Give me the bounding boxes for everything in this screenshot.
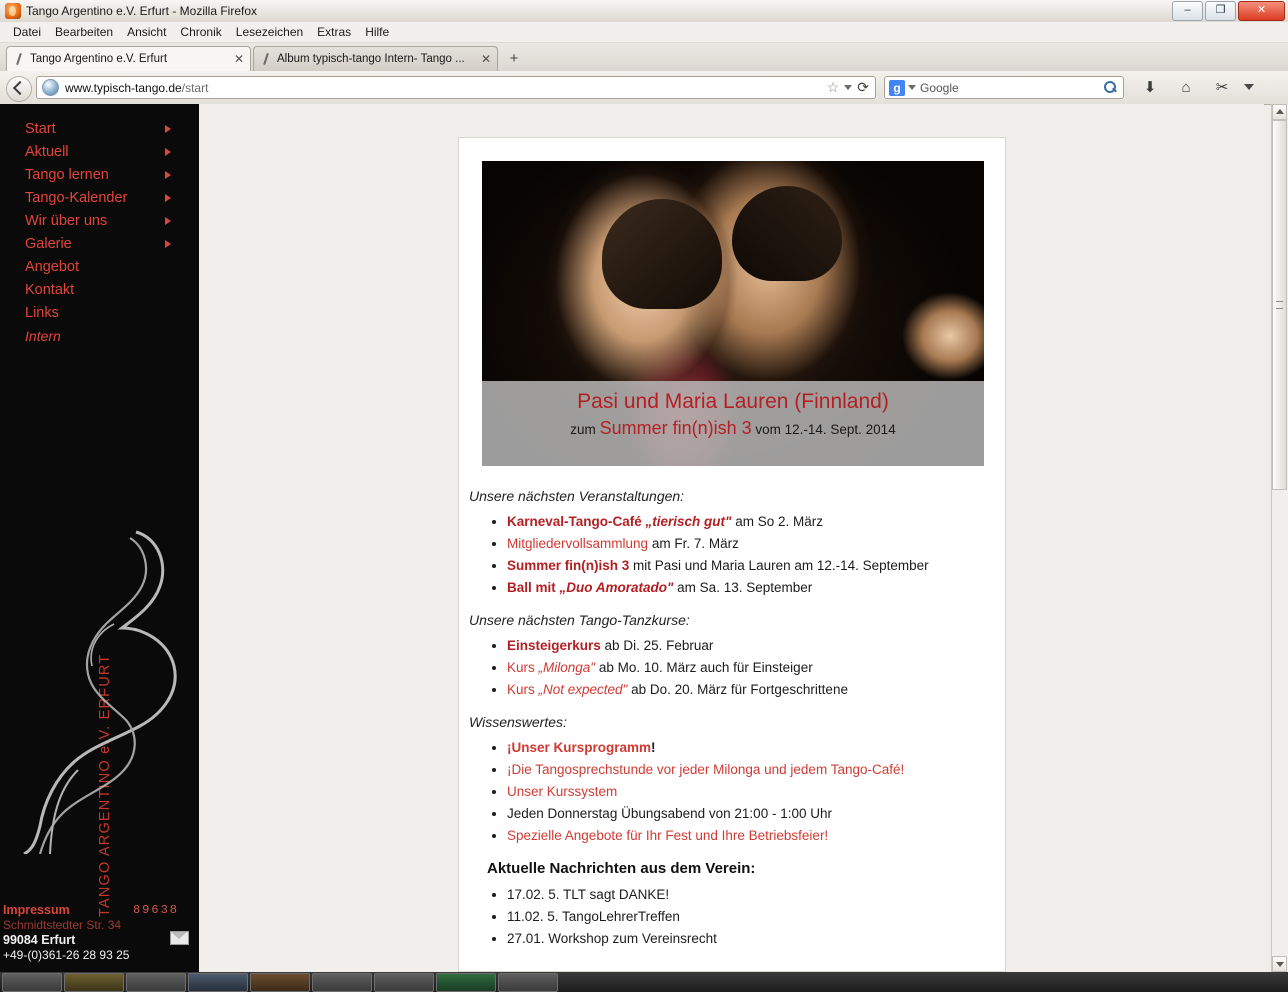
menu-bearbeiten[interactable]: Bearbeiten <box>55 25 114 39</box>
sidebar-item-label: Intern <box>25 328 61 344</box>
list-item[interactable] <box>507 578 997 598</box>
taskbar-item[interactable] <box>436 973 496 992</box>
toolbar-overflow-icon[interactable] <box>1244 84 1254 90</box>
list-item[interactable] <box>507 907 997 927</box>
mail-icon[interactable] <box>170 931 189 945</box>
event-title: Ball mit <box>507 580 560 595</box>
event-title: Summer fin(n)ish 3 <box>507 558 630 573</box>
footer-street: Schmidtstedter Str. 34 <box>3 918 122 932</box>
tab-close-icon[interactable]: ✕ <box>233 52 244 66</box>
url-bar[interactable] <box>36 76 876 99</box>
list-item[interactable] <box>507 782 997 802</box>
url-bar-actions <box>827 79 875 96</box>
knowledge-list <box>469 738 997 846</box>
news-text: 27.01. Workshop zum Vereinsrecht <box>507 931 717 946</box>
downloads-icon[interactable]: ⬇ <box>1143 79 1157 96</box>
list-item[interactable] <box>507 556 997 576</box>
sidebar-item-start[interactable] <box>0 118 199 140</box>
page-content <box>469 488 997 963</box>
search-input[interactable]: Google <box>920 80 959 95</box>
event-title-quoted: „tierisch gut" <box>645 514 732 529</box>
news-list <box>469 885 997 949</box>
sidebar-item-label: Tango lernen <box>25 167 109 183</box>
list-item[interactable] <box>507 658 997 678</box>
hero-caption <box>482 381 984 466</box>
sidebar-item-label: Wir über uns <box>25 213 108 229</box>
course-link-quoted[interactable]: „Not expected" <box>538 682 628 697</box>
impressum-link[interactable]: Impressum <box>3 903 70 917</box>
page-viewport <box>0 104 1264 972</box>
knowledge-rest: ! <box>651 740 656 755</box>
sidebar-item-label: Start <box>25 121 56 137</box>
event-title-quoted: „Duo Amoratado" <box>559 580 674 595</box>
url-path: /start <box>181 80 209 95</box>
list-item[interactable] <box>507 760 997 780</box>
chevron-right-icon <box>165 125 171 133</box>
sidebar-item-tango-lernen[interactable] <box>0 164 199 186</box>
event-rest: mit Pasi und Maria Lauren am 12.-14. September <box>629 558 929 573</box>
news-text: 11.02. 5. TangoLehrerTreffen <box>507 909 680 924</box>
vertical-scrollbar[interactable] <box>1271 104 1288 972</box>
knowledge-heading: Wissenswertes: <box>469 714 567 730</box>
knowledge-link[interactable]: ¡Unser Kursprogramm <box>507 740 652 755</box>
search-bar[interactable] <box>884 76 1124 99</box>
events-heading: Unsere nächsten Veranstaltungen: <box>469 488 685 504</box>
hero-title: Pasi und Maria Lauren (Finnland) <box>577 390 889 413</box>
minimize-button[interactable]: – <box>1172 1 1203 21</box>
event-rest: am Fr. 7. März <box>648 536 739 551</box>
close-button[interactable]: ✕ <box>1238 1 1285 21</box>
menu-bar <box>0 22 1288 43</box>
sidebar-item-kontakt[interactable] <box>0 279 199 301</box>
chevron-right-icon <box>165 240 171 248</box>
search-engine-chevron-icon[interactable] <box>908 85 916 90</box>
scroll-down-icon[interactable] <box>1272 956 1287 972</box>
clip-icon[interactable]: ✂ <box>1215 79 1229 96</box>
sidebar-item-links[interactable] <box>0 302 199 324</box>
list-item[interactable] <box>507 885 997 905</box>
home-icon[interactable]: ⌂ <box>1181 79 1191 96</box>
scrollbar-thumb[interactable] <box>1272 120 1287 490</box>
event-rest: am Sa. 13. September <box>673 580 813 595</box>
sidebar-item-label: Kontakt <box>25 282 75 298</box>
chevron-right-icon <box>165 171 171 179</box>
menu-extras[interactable]: Extras <box>317 25 352 39</box>
events-list <box>469 512 997 598</box>
menu-hilfe[interactable]: Hilfe <box>365 25 390 39</box>
knowledge-plain: Jeden Donnerstag Übungsabend von 21:00 - 1:00 Uhr <box>507 806 832 821</box>
hero-banner[interactable] <box>482 161 984 466</box>
bookmark-star-icon[interactable]: ☆ <box>826 79 840 95</box>
hero-subtitle <box>482 418 984 439</box>
courses-heading: Unsere nächsten Tango-Tanzkurse: <box>469 612 690 628</box>
sidebar-vertical-title: TANGO ARGENTINO e.V. ERFURT <box>97 653 113 917</box>
navigation-toolbar <box>0 71 1288 105</box>
sidebar-item-wir-ueber-uns[interactable] <box>0 210 199 232</box>
taskbar-item[interactable] <box>250 973 310 992</box>
list-item[interactable] <box>507 929 997 949</box>
dancer-silhouette-icon <box>18 524 193 854</box>
menu-ansicht[interactable]: Ansicht <box>127 25 167 39</box>
tab-label: Tango Argentino e.V. Erfurt <box>30 53 168 65</box>
content-sheet <box>458 137 1006 972</box>
chevron-right-icon <box>165 148 171 156</box>
sidebar-item-label: Tango-Kalender <box>25 190 128 206</box>
list-item <box>507 804 997 824</box>
maximize-button[interactable]: ❐ <box>1205 1 1236 21</box>
footer-phone: +49-(0)361-26 28 93 25 <box>3 948 130 962</box>
tab-strip <box>0 43 1288 72</box>
list-item[interactable] <box>507 738 997 758</box>
hero-sub-event: Summer fin(n)ish 3 <box>599 418 752 438</box>
page-favicon <box>260 53 272 65</box>
site-sidebar <box>0 104 199 972</box>
back-button[interactable] <box>6 76 32 102</box>
course-rest: ab Mo. 10. März auch für Einsteiger <box>595 660 813 675</box>
tab-label: Album typisch-tango Intern- Tango ... <box>277 53 465 65</box>
google-icon[interactable]: g <box>889 80 905 96</box>
page-favicon <box>13 53 25 65</box>
list-item[interactable] <box>507 826 997 846</box>
sidebar-item-angebot[interactable] <box>0 256 199 278</box>
knowledge-link[interactable]: Unser Kurssystem <box>507 784 618 799</box>
footer-city: 99084 Erfurt <box>3 933 76 947</box>
menu-datei[interactable]: Datei <box>13 25 42 39</box>
site-navigation <box>0 118 199 347</box>
event-link[interactable]: Mitgliedervollsammlung <box>507 536 649 551</box>
window-title: Tango Argentino e.V. Erfurt - Mozilla Firefox <box>26 4 257 18</box>
site-globe-icon <box>42 79 59 96</box>
new-tab-button[interactable]: + <box>509 50 519 67</box>
sidebar-item-label: Aktuell <box>25 144 69 160</box>
list-item[interactable] <box>507 680 997 700</box>
taskbar-item[interactable] <box>374 973 434 992</box>
reload-icon[interactable]: ⟳ <box>857 79 869 95</box>
tab-close-icon[interactable]: ✕ <box>480 52 491 66</box>
scroll-up-icon[interactable] <box>1272 104 1287 120</box>
course-link[interactable]: Kurs <box>507 682 539 697</box>
courses-list <box>469 636 997 700</box>
event-title: Karneval-Tango-Café <box>507 514 646 529</box>
taskbar-item[interactable] <box>64 973 124 992</box>
sidebar-item-galerie[interactable] <box>0 233 199 255</box>
window-titlebar <box>0 0 1288 23</box>
visitor-counter: 89638 <box>132 903 179 917</box>
list-item[interactable] <box>507 534 997 554</box>
hero-sub-post: vom 12.-14. Sept. 2014 <box>751 422 896 437</box>
menu-chronik[interactable]: Chronik <box>180 25 222 39</box>
sidebar-item-label: Links <box>25 305 59 321</box>
course-link-quoted[interactable]: „Milonga" <box>538 660 596 675</box>
sidebar-item-tango-kalender[interactable] <box>0 187 199 209</box>
course-rest: ab Do. 20. März für Fortgeschrittene <box>627 682 848 697</box>
hero-dancer-woman <box>602 199 722 309</box>
sidebar-item-intern[interactable] <box>0 325 199 347</box>
sidebar-item-label: Angebot <box>25 259 80 275</box>
event-rest: am So 2. März <box>731 514 823 529</box>
chevron-right-icon <box>165 194 171 202</box>
list-item[interactable] <box>507 636 997 656</box>
menu-lesezeichen[interactable]: Lesezeichen <box>235 25 304 39</box>
firefox-icon <box>5 3 21 19</box>
tab-tango-argentino[interactable] <box>6 46 251 71</box>
chevron-right-icon <box>165 217 171 225</box>
chevron-down-icon[interactable] <box>844 85 852 90</box>
knowledge-link[interactable]: Spezielle Angebote für Ihr Fest und Ihre Betriebsfeier! <box>507 828 829 843</box>
taskbar-item[interactable] <box>498 973 558 992</box>
course-link[interactable]: Kurs <box>507 660 539 675</box>
news-heading: Aktuelle Nachrichten aus dem Verein: <box>487 860 756 877</box>
tab-album-intern[interactable] <box>253 46 498 71</box>
taskbar-item[interactable] <box>188 973 248 992</box>
sidebar-item-aktuell[interactable] <box>0 141 199 163</box>
course-rest: ab Di. 25. Februar <box>600 638 714 653</box>
news-text: 17.02. 5. TLT sagt DANKE! <box>507 887 670 902</box>
sidebar-item-label: Galerie <box>25 236 72 252</box>
taskbar-item[interactable] <box>312 973 372 992</box>
course-title: Einsteigerkurs <box>507 638 601 653</box>
list-item[interactable] <box>507 512 997 532</box>
sidebar-footer <box>0 903 199 963</box>
url-text <box>65 81 208 95</box>
window-controls <box>1172 1 1285 21</box>
url-domain: www.typisch-tango.de <box>65 80 182 95</box>
hero-sub-pre: zum <box>570 422 600 437</box>
taskbar-item[interactable] <box>2 973 62 992</box>
os-taskbar <box>0 972 1288 992</box>
search-icon[interactable] <box>1104 81 1117 94</box>
taskbar-item[interactable] <box>126 973 186 992</box>
knowledge-link[interactable]: ¡Die Tangosprechstunde vor jeder Milonga und jedem Tango-Café! <box>507 762 905 777</box>
